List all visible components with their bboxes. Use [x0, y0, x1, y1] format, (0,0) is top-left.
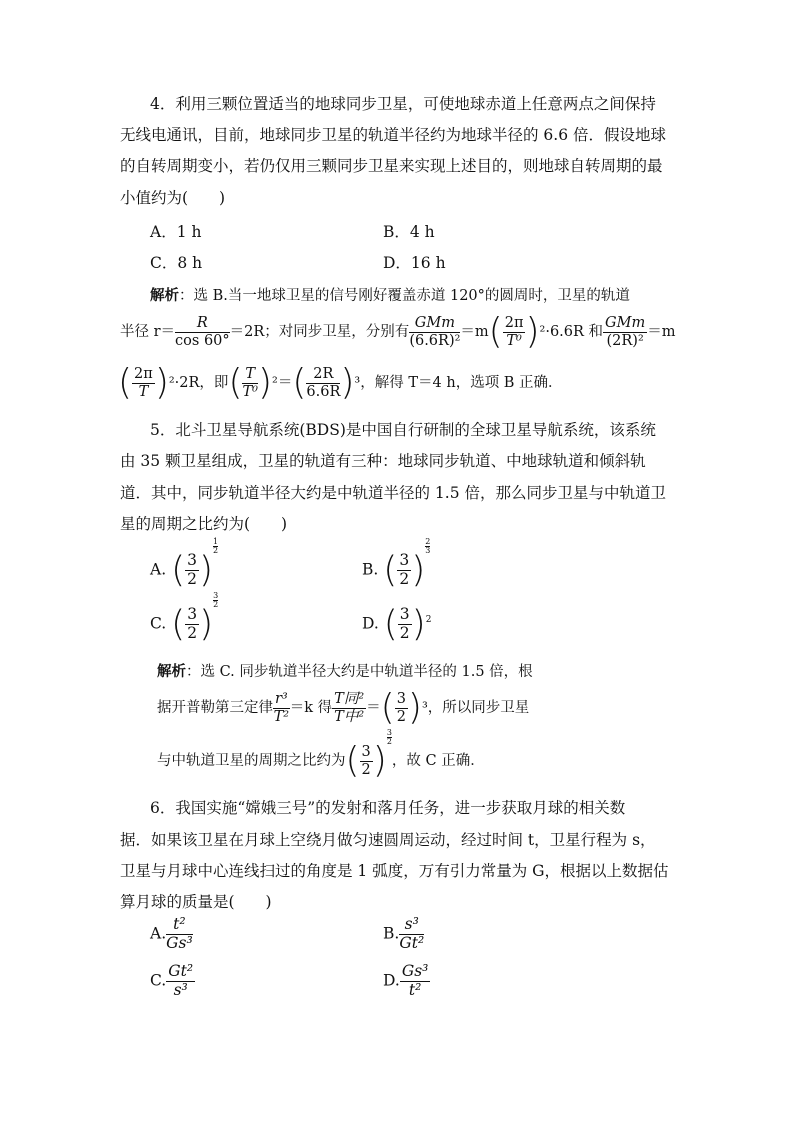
q5-line-2: 由 35 颗卫星组成，卫星的轨道有三种：地球同步轨道、中地球轨道和倾斜轨 — [120, 452, 646, 470]
q4-line-1: 4．利用三颗位置适当的地球同步卫星，可使地球赤道上任意两点之间保持 — [150, 95, 656, 113]
q4-line-4: 小值约为( ) — [120, 189, 226, 207]
q4-line-2: 无线电通讯，目前，地球同步卫星的轨道半径约为地球半径的 6.6 倍．假设地球 — [120, 126, 667, 144]
q6-option-d: D. $\frac{\text{Gs³}}{\text{t²}}$ — [383, 962, 429, 999]
q4-solution-label: 解析 — [150, 287, 179, 304]
q5-option-a: A. ( $\frac{3}{2}$ ) $\frac{1}{2}$ — [150, 537, 219, 591]
q4-option-b: B．4 h — [383, 223, 435, 241]
q6-line-1: 6．我国实施“嫦娥三号”的发射和落月任务，进一步获取月球的相关数 — [150, 799, 626, 817]
q4-option-d: D．16 h — [383, 254, 446, 272]
q5-solution-line-2: 据开普勒第三定律 $\frac{\text{r³}}{\text{T²}}$ ＝k 得 $\frac{\text{T同²}}{\text{T中²}}$ ＝( $\frac{3}{2}$ )³，所以同步卫星 — [157, 687, 530, 728]
q4-option-c: C．8 h — [150, 254, 203, 272]
q5-line-4: 星的周期之比约为( ) — [120, 515, 288, 533]
q5-option-b: B. ( $\frac{3}{2}$ ) $\frac{2}{3}$ — [362, 537, 431, 591]
q4-solution-line-3: ( $\frac{2\pi}{T}$ )²·2R，即( $\frac{T}{\text{T⁰}}$ )²＝( $\frac{2R}{6.6R}$ )³，解得 T＝4 h，选项 B 正确． — [118, 362, 563, 403]
q5-solution-line-1: 解析：选 C. 同步轨道半径大约是中轨道半径的 1.5 倍，根 — [157, 663, 533, 680]
q4-solution-line-1: 解析：选 B.当一地球卫星的信号刚好覆盖赤道 120°的圆周时，卫星的轨道 — [150, 287, 630, 304]
q5-option-d: D. ( $\frac{3}{2}$ )$^2$ — [362, 603, 432, 645]
q6-option-a: A. $\frac{\text{t²}}{\text{Gs³}}$ — [150, 915, 193, 952]
q4-option-a: A．1 h — [150, 223, 202, 241]
q6-line-2: 据．如果该卫星在月球上空绕月做匀速圆周运动，经过时间 t，卫星行程为 s， — [120, 831, 656, 849]
q5-line-3: 道．其中，同步轨道半径大约是中轨道半径的 1.5 倍，那么同步卫星与中轨道卫 — [120, 484, 667, 502]
q5-solution-line-3: 与中轨道卫星的周期之比约为( $\frac{3}{2}$ ) $\frac{3}{2}$，故 C 正确． — [157, 728, 485, 781]
q6-line-3: 卫星与月球中心连线扫过的角度是 1 弧度，万有引力常量为 G，根据以上数据估 — [120, 862, 669, 880]
q4-line-3: 的自转周期变小，若仍仅用三颗同步卫星来实现上述目的，则地球自转周期的最 — [120, 157, 663, 175]
q6-line-4: 算月球的质量是( ) — [120, 893, 272, 911]
q6-option-b: B. $\frac{\text{s³}}{\text{Gt²}}$ — [383, 915, 425, 952]
q6-option-c: C. $\frac{\text{Gt²}}{\text{s³}}$ — [150, 962, 194, 999]
q4-solution-line-2: 半径 r＝ $\frac{R}{\cos 60^\circ}$ ＝2R；对同步卫星，分别有 $\frac{\text{GMm}}{\text{(6.6R)²}}$ ＝m( $\frac{2\pi}{\text{T⁰}}$ )²·6.6R 和 $\frac{\text{GMm}}{\text{(2R)²}}$ ＝m — [120, 311, 676, 352]
q5-solution-label: 解析 — [157, 663, 186, 680]
q5-line-1: 5．北斗卫星导航系统(BDS)是中国自行研制的全球卫星导航系统，该系统 — [150, 421, 656, 439]
q5-option-c: C. ( $\frac{3}{2}$ ) $\frac{3}{2}$ — [150, 591, 219, 645]
